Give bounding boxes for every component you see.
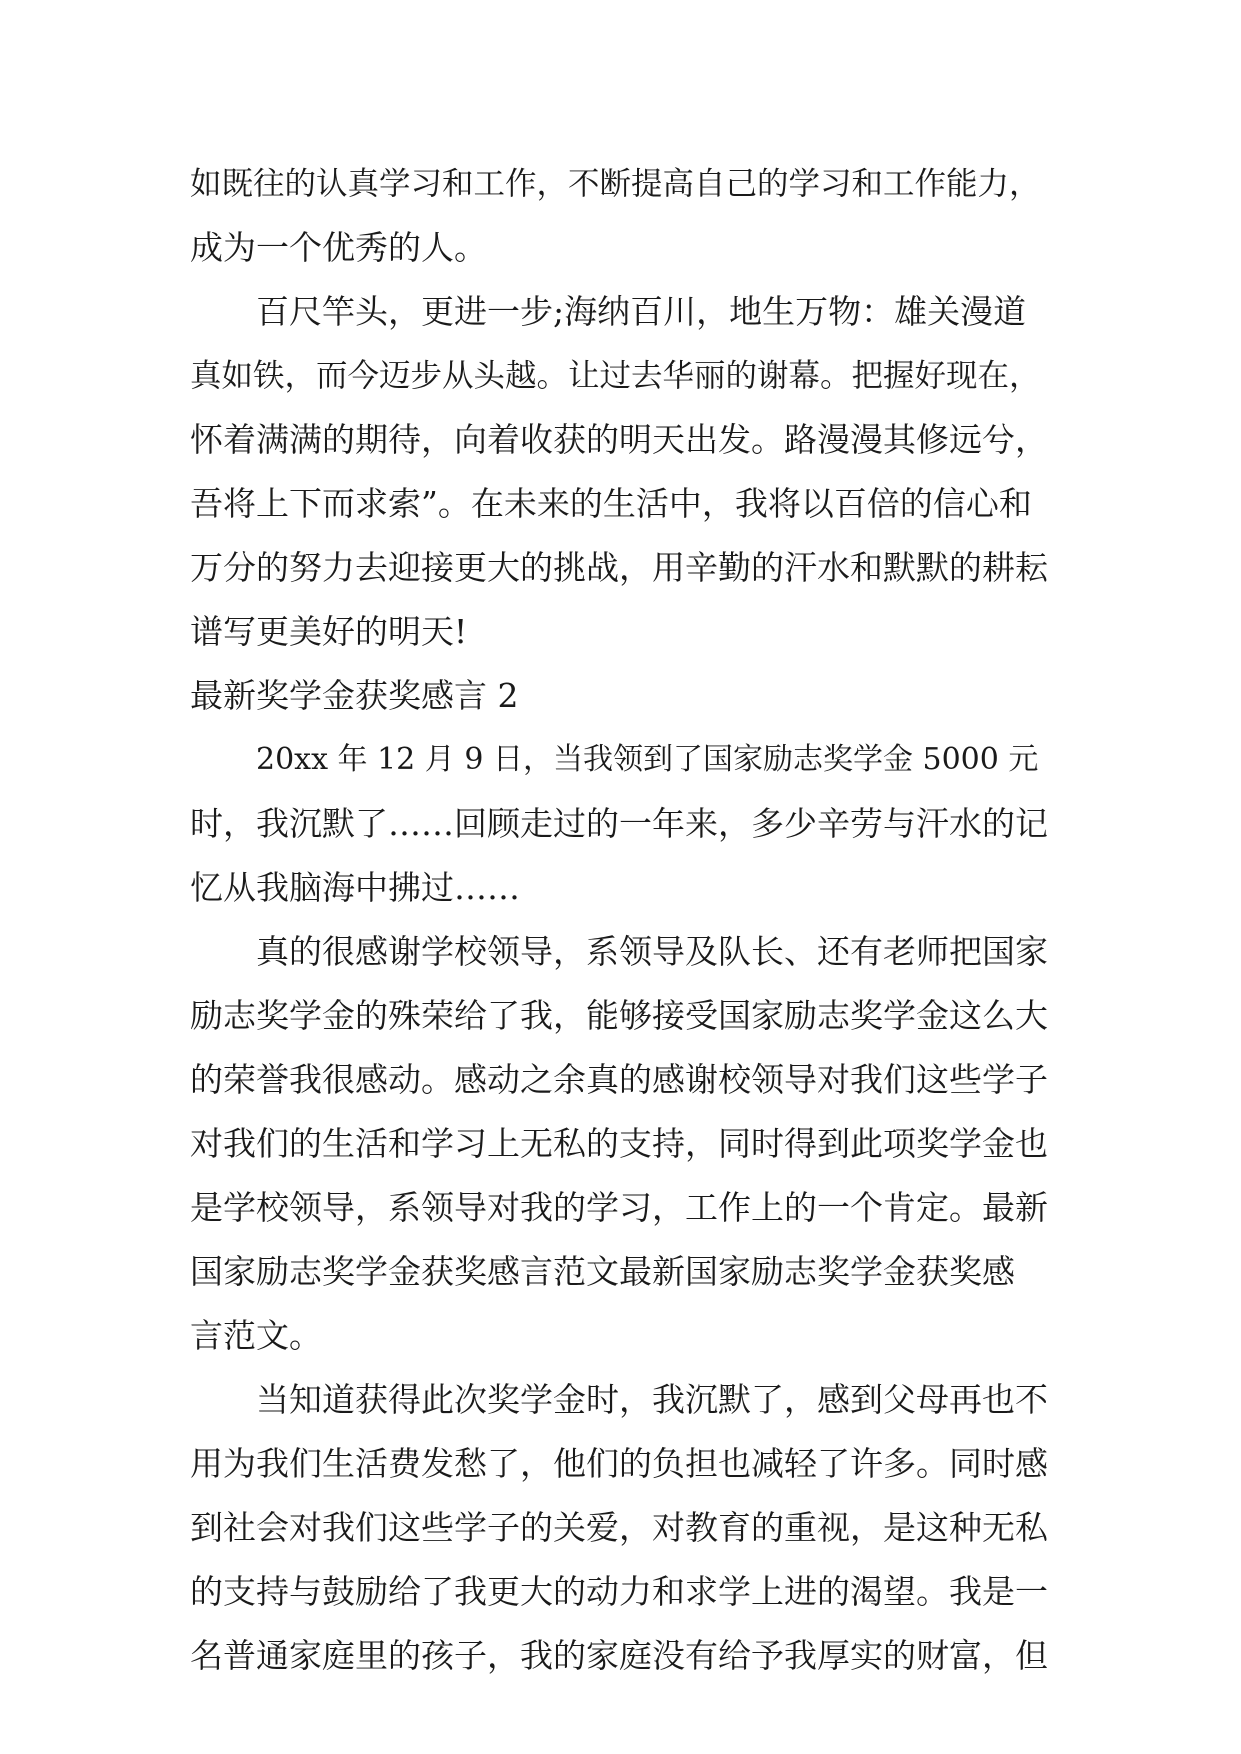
text-line: 成为一个优秀的人。: [190, 228, 487, 267]
text-line: 20xx 年 12 月 9 日，当我领到了国家励志奖学金 5000 元: [256, 742, 1039, 777]
text-line: 真如铁，而今迈步从头越。让过去华丽的谢幕。把握好现在，: [190, 358, 1041, 394]
text-line: 如既往的认真学习和工作，不断提高自己的学习和工作能力，: [190, 166, 1041, 202]
text-line: 百尺竿头，更进一步;海纳百川，地生万物：雄关漫道: [256, 292, 1027, 331]
text-line: 真的很感谢学校领导，系领导及队长、还有老师把国家: [256, 932, 1048, 971]
text-line: 国家励志奖学金获奖感言范文最新国家励志奖学金获奖感: [190, 1252, 1015, 1291]
text-line: 是学校领导，系领导对我的学习，工作上的一个肯定。最新: [190, 1188, 1048, 1227]
document-body: [190, 152, 1050, 1688]
text-line: 的支持与鼓励给了我更大的动力和求学上进的渴望。我是一: [190, 1572, 1048, 1611]
text-line: 言范文。: [190, 1316, 322, 1355]
text-line: 用为我们生活费发愁了，他们的负担也减轻了许多。同时感: [190, 1444, 1048, 1483]
text-line: 吾将上下而求索”。在未来的生活中，我将以百倍的信心和: [190, 484, 1032, 523]
text-line: 时，我沉默了……回顾走过的一年来，多少辛劳与汗水的记: [190, 804, 1048, 843]
text-line: 万分的努力去迎接更大的挑战，用辛勤的汗水和默默的耕耘: [190, 548, 1048, 587]
text-line: 对我们的生活和学习上无私的支持，同时得到此项奖学金也: [190, 1124, 1048, 1163]
text-line: 忆从我脑海中拂过……: [190, 868, 520, 907]
text-line: 谱写更美好的明天!: [190, 612, 468, 651]
text-line: 到社会对我们这些学子的关爱，对教育的重视，是这种无私: [190, 1508, 1048, 1547]
text-line: 的荣誉我很感动。感动之余真的感谢校领导对我们这些学子: [190, 1060, 1048, 1099]
text-line: 励志奖学金的殊荣给了我，能够接受国家励志奖学金这么大: [190, 996, 1048, 1035]
text-line: 最新奖学金获奖感言 2: [190, 676, 519, 715]
text-line: 怀着满满的期待，向着收获的明天出发。路漫漫其修远兮，: [190, 420, 1048, 459]
text-line: 名普通家庭里的孩子，我的家庭没有给予我厚实的财富，但: [190, 1636, 1048, 1675]
text-line: 当知道获得此次奖学金时，我沉默了，感到父母再也不: [256, 1380, 1048, 1419]
